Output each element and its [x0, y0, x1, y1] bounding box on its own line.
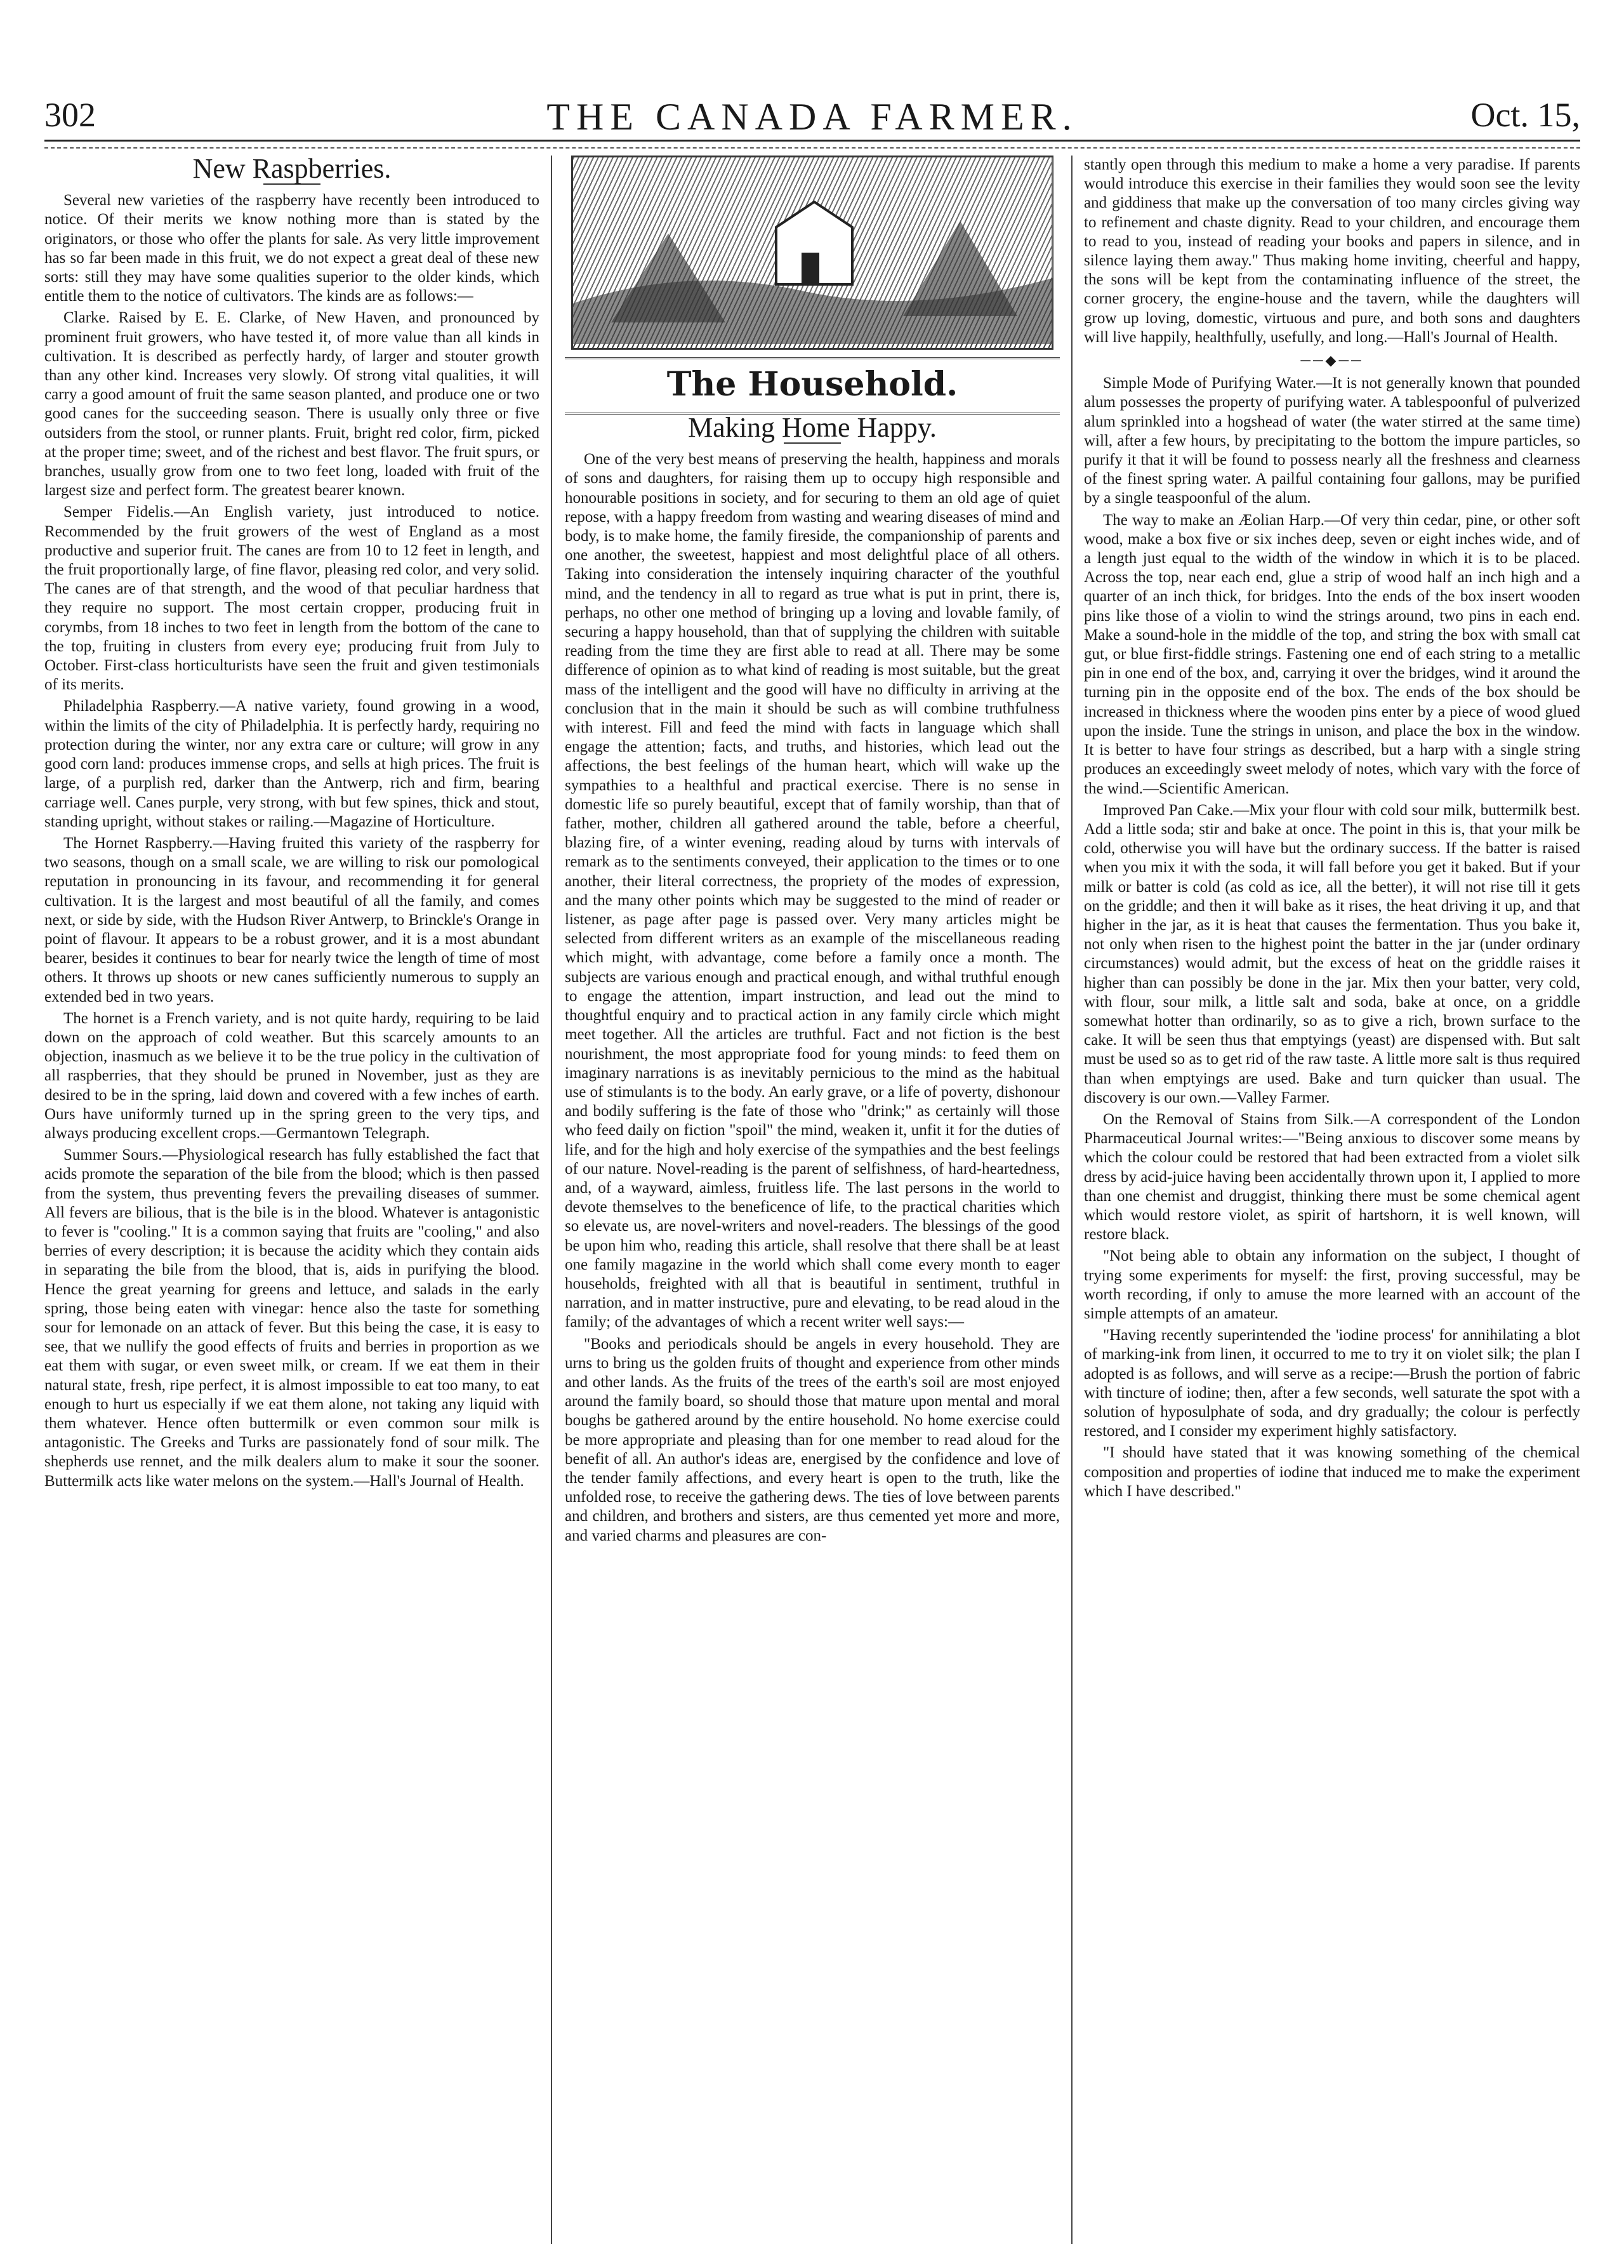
paragraph: Philadelphia Raspberry.—A native variety, found growing in a wood, within the limits of the city of Philadelphia. It is perfectly hardy, requiring no protection during the winter, nor any extra care or culture; will grow in any good corn land: produces immense crops, and sells at high prices. The fruit is large, of a purplish red, darker than the Antwerp, rich and firm, bearing carriage well. Canes purple, very strong, with but few spines, thick and stout, standing upright, without stakes or railing.—Magazine of Horticulture.: [44, 698, 539, 830]
column-1: [44, 156, 539, 2238]
paragraph: "Not being able to obtain any information on the subject, I thought of trying some experiments for myself: the first, proving successful, may be worth recording, if only to amuse the more learned with an account of the simple attempts of an amateur.: [1084, 1247, 1580, 1322]
masthead-rule: [44, 147, 1580, 149]
paragraph: Simple Mode of Purifying Water.—It is not generally known that pounded alum possesses the property of purifying water. A tablespoonful of pulverized alum sprinkled into a hogshead of water (the water stirred at the same time) will, after a few hours, by precipitating to the bottom the impure particles, so purify it that it will be found to possess nearly all the freshness and clearness of the finest spring water. A pailful containing four gallons, may be purified by a single teaspoonful of the alum.: [1084, 375, 1580, 507]
column-2: [565, 156, 1060, 2238]
department-title-household: The Household.: [666, 365, 958, 404]
paragraph: stantly open through this medium to make a home a very paradise. If parents would introduce this exercise in their families they would soon see the levity and giddiness that make up the conversation of too many circles giving way to refinement and chaste dignity. Read to your children, and encourage them to read to you, instead of reading your books and papers in silence, and in silence laying them away." Thus making home inviting, cheerful and happy, the sons will be kept from the contaminating influence of the street, the corner grocery, the engine-house and the tavern, while the daughters will grow up loving, domestic, virtuous and pure, and both sons and daughters will live happily, healthfully, usefully, and long.—Hall's Journal of Health.: [1084, 156, 1580, 346]
paragraph: The Hornet Raspberry.—Having fruited this variety of the raspberry for two seasons, though on a small scale, we are willing to risk our pomological reputation in pronouncing in its favour, and recommending it for general cultivation. It is the largest and most beautiful of all the family, and comes next, or side by side, with the Hudson River Antwerp, to Brinckle's Orange in point of flavour. It appears to be a robust grower, and it is a most abundant bearer, besides it continues to bear for nearly twice the length of time of most others. It throws up shoots or new canes sufficiently numerous to supply an extended bed in two years.: [44, 834, 539, 1005]
engraving-scene: [573, 157, 1053, 344]
paragraph: "Books and periodicals should be angels in every household. They are urns to bring us the golden fruits of thought and experience from other minds and other lands. As the fruits of the trees of the earth's soil are most enjoyed around the family board, so should those that mature upon mental and moral boughs be gathered around by the entire household. No home exercise could be more appropriate and pleasing than for one member to read aloud for the benefit of all. An author's ideas are, energised by the confidence and love of the tender family affections, and every heart is open to the truth, like the unfolded rose, to receive the gathering dews. The ties of love between parents and children, and brothers and sisters, are thus cemented yet more and more, and varied charms and pleasures are con-: [565, 1335, 1060, 1544]
paragraph: The hornet is a French variety, and is not quite hardy, requiring to be laid down on the approach of cold weather. But this scarcely amounts to an objection, inasmuch as we believe it to be the true policy in the cultivation of all raspberries, that they should be pruned in November, just as they are desired to be in the spring, laid down and covered with a few inches of earth. Ours have uniformly turned up in the spring green to the very tips, and always producing excellent crops.—Germantown Telegraph.: [44, 1009, 539, 1142]
article-heading-new-raspberries: New Raspberries.: [192, 156, 392, 184]
masthead: [44, 95, 1580, 142]
article-heading-making-home-happy: Making Home Happy.: [688, 412, 937, 443]
paragraph: The way to make an Æolian Harp.—Of very thin cedar, pine, or other soft wood, make a box five or six inches deep, seven or eight inches wide, and of a length just equal to the width of the window in which it is to be placed. Across the top, near each end, glue a strip of wood half an inch high and a quarter of an inch thick, for bridges. Into the ends of the box insert wooden pins like those of a violin to wind the strings around, two pins in each end. Make a sound-hole in the middle of the top, and string the box with small cat gut, or blue first-fiddle strings. Fastening one end of each string to a metallic pin in one end of the box, and, carrying it over the bridges, wind it around the turning pin in the opposite end of the box. The ends of the box should be increased in thickness where the wooden pins enter by a piece of wood glued upon the inside. Tune the strings in unison, and place the box in the window. It is better to have four strings as described, but a harp with a single string produces an exceedingly sweet melody of notes, which vary with the force of the wind.—Scientific American.: [1084, 511, 1580, 797]
paragraph: Semper Fidelis.—An English variety, just introduced to notice. Recommended by the fruit growers of the west of England as a most productive and superior fruit. The canes are from 10 to 12 feet in length, and the fruit proportionally large, of fine flavor, pleasing red color, and very solid. The canes are of that strength, and the wood of that peculiar hardness that they require no support. The most certain cropper, producing fruit in corymbs, from 18 inches to two feet in length from the bottom of the cane to the top, fruiting in clusters from every eye; producing fruit from July to October. First-class horticulturists have seen the fruit and given testimonials of its merits.: [44, 503, 539, 694]
paragraph: Several new varieties of the raspberry have recently been introduced to notice. Of their merits we know nothing more than is stated by the originators, or those who offer the plants for sale. As very little improvement has so far been made in this fruit, we do not expect a great deal of these new sorts: still they may have some qualities superior to the older kinds, which entitle them to the notice of cultivators. The kinds are as follows:—: [44, 192, 539, 305]
section-ornament: ──◆──: [1300, 352, 1364, 369]
paragraph: Summer Sours.—Physiological research has fully established the fact that acids promote the separation of the bile from the blood; which is then passed from the system, thus preventing fevers the prevailing diseases of summer. All fevers are bilious, that is the bile is in the blood. Whatever is antagonistic to fever is "cooling." It is a common saying that fruits are "cooling," and also berries of every description; it is because the acidity which they contain aids in separating the bile from the blood, that is, aids in purifying the blood. Hence the great yearning for greens and lettuce, and salads in the early spring, those being eaten with vinegar: hence also the taste for something sour for lemonade on an attack of fever. But this being the case, it is easy to see, that we nullify the good effects of fruits and berries in proportion as we eat them with sugar, or even sweet milk, or cream. If we eat them in their natural state, fresh, ripe perfect, it is almost impossible to eat too many, to eat enough to hurt us especially if we eat them alone, not taking any liquid with them whatever. Hence often buttermilk or even common sour milk is antagonistic. The Greeks and Turks are passionately fond of sour milk. The shepherds use rennet, and the milk dealers alum to make it sour the sooner. Buttermilk acts like water melons on the system.—Hall's Journal of Health.: [44, 1146, 539, 1490]
household-engraving-image: [571, 156, 1053, 350]
paragraph: "Having recently superintended the 'iodine process' for annihilating a blot of marking-ink from linen, it occurred to me to try it on violet silk; the plan I adopted is as follows, and will serve as a recipe:—Brush the portion of fabric with tincture of iodine; then, after a few seconds, well saturate the spot with a solution of hyposulphate of soda, and dry gradually; the colour is perfectly restored, and I consider my experiment highly satisfactory.: [1084, 1327, 1580, 1440]
department-rule: [565, 357, 1060, 359]
column-3: [1084, 156, 1580, 2238]
column-divider: [551, 156, 552, 2244]
page-number: 302: [44, 96, 96, 134]
paragraph: Clarke. Raised by E. E. Clarke, of New Haven, and pronounced by prominent fruit growers, who have tested it, of more value than all kinds in cultivation. It is described as perfectly hardy, of larger and stouter growth than any other kind. Increases very slowly. Of strong vital qualities, it will carry a good amount of fruit the same season planted, and produce one or two good canes for the succeeding season. There is usually only three or five outsiders from the stool, or runner plants. Fruit, bright red color, firm, picked at the proper time; sweet, and of the richest and best flavor. The fruit spurs, or branches, usually grow from one to two feet long, loaded with fruit of the largest size and perfect form. The greatest bearer known.: [44, 309, 539, 500]
paragraph: On the Removal of Stains from Silk.—A correspondent of the London Pharmaceutical Journal writes:—"Being anxious to discover some means by which the colour could be restored that had been extracted from a violet silk dress by acid-juice having been accidentally thrown upon it, I applied to more than one chemist and druggist, thinking there must be some chemical agent which would restore violet, as spirit of hartshorn, it is well known, will restore black.: [1084, 1110, 1580, 1243]
paragraph: One of the very best means of preserving the health, happiness and morals of sons and daughters, for raising them up to occupy high responsible and honourable positions in society, and for securing to them an old age of quiet repose, with a happy freedom from wasting and wearing diseases of mind and body, is to make home, the family fireside, the companionship of parents and one another, the sweetest, happiest and most delightful place of all others. Taking into consideration the intensely inquiring character of the youthful mind, and the tendency in all to regard as true what is put in print, there is, perhaps, no other one method of bringing up a loving and lovable family, of securing a happy household, than that of supplying the children with suitable reading from the time they are first able to read at all. There may be some difference of opinion as to what kind of reading is most suitable, but the great mass of the intelligent and the good will have no difficulty in arriving at the conclusion that in the main it should be such as will combine truthfulness with interest. Fill and feed the mind with facts in language which shall engage the attention; facts, and truths, and histories, which lead out the affections, the best feelings of the human heart, which will wake up the sympathies to a healthful and practical exercise. There is no sense in domestic life so purely beautiful, except that of family worship, than that of father, mother, children all gathered around the table, before a cheerful, blazing fire, of a winter evening, reading aloud by turns with intervals of remark as to the sentiments conveyed, their application to the times or to one another, their literal correctness, the propriety of the modes of expression, and the many other points which may be suggested to the mind of reader or listener, as page after page is passed over. Very many articles might be selected from different writers as an example of the miscellaneous reading which might, with advantage, come before a family once a month. The subjects are various enough and practical enough, and withal truthful enough to engage the attention, impart instruction, and lead out the mind to thoughtful enquiry and to practical action in any family circle which might meet together. All the articles are truthful. Fact and not fiction is the best nourishment, the most appropriate food for young minds: to feed them on imaginary narrations is as inevitably pernicious to the mind as the habitual use of stimulants is to the body. An early grave, or a life of poverty, dishonour and bodily suffering is the fate of those who "drink;" as certainly will those who feed daily on fiction "spoil" the mind, weaken it, unfit it for the duties of life, and for the high and holy exercise of the sympathies and the best feelings of our nature. Novel-reading is the parent of selfishness, of hard-heartedness, and, of a wayward, aimless, fruitless life. The last persons in the world to devote themselves to the beneficence of life, to the practical charities which so elevate us, are novel-writers and novel-readers. The blessings of the good be upon him who, reading this article, shall resolve that there shall be at least one family magazine in the world which shall come every month to eager households, freighted with all that is beautiful in sentiment, truthful in narration, and in matter instructive, pure and elevating, to be read aloud in the family; of the advantages of which a recent writer well says:—: [565, 451, 1060, 1331]
column-divider: [1071, 156, 1073, 2244]
paragraph: "I should have stated that it was knowing something of the chemical composition and properties of iodine that induced me to make the experiment which I have described.": [1084, 1444, 1580, 1500]
newspaper-title: THE CANADA FARMER.: [546, 96, 1078, 138]
issue-date: Oct. 15,: [1470, 96, 1580, 134]
paragraph: Improved Pan Cake.—Mix your flour with cold sour milk, buttermilk best. Add a little soda; stir and bake at once. The point in this is, that your milk be cold, otherwise you will have but the ordinary success. If the batter is raised when you mix it with the soda, it will fall before you get it baked. But if your milk or batter is cold (as cold as ice, all the better), it will not rise till it gets on the griddle; and then it will bake as it rises, the heat driving it up, and that higher in the jar, as it is heat that causes the fermentation. Thus you bake it, not only when risen to the highest point the batter in the jar (under ordinary circumstances) would admit, but the excess of heat on the griddle raises it higher than can possibly be done in the jar. Mix then your batter, very cold, with flour, sour milk, a little salt and soda, bake at once, on a griddle somewhat hotter than ordinarily, so as to give a rich, brown surface to the cake. It will be seen thus that emptyings (yeast) are dispensed with. But salt must be used so as to get rid of the raw taste. A little more salt is thus required than when emptyings are used. Bake and turn quicker than usual. The discovery is our own.—Valley Farmer.: [1084, 801, 1580, 1106]
